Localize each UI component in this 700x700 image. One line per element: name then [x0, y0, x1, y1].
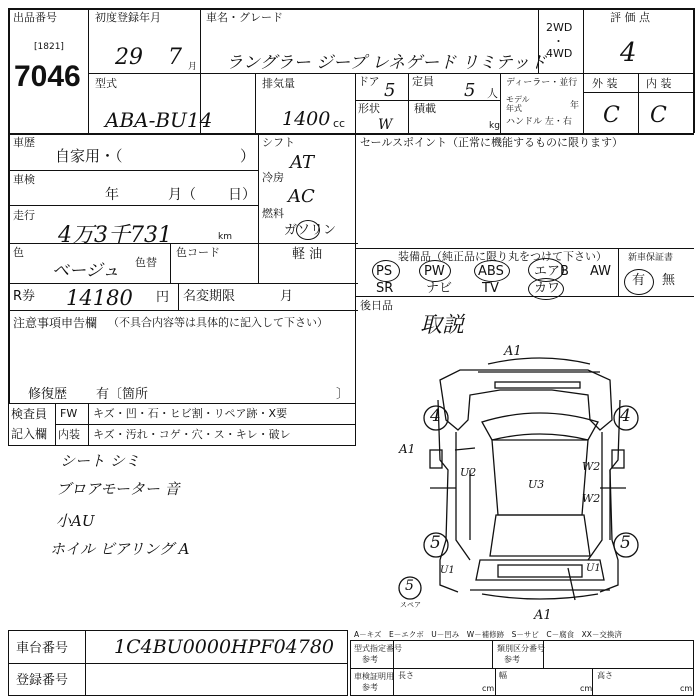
displacement-label: 排気量	[262, 77, 295, 90]
load-unit: kg	[489, 121, 500, 131]
fuel-light-oil: 軽 油	[292, 247, 323, 262]
equip-abs: ABS	[478, 264, 504, 279]
exterior-value: C	[603, 103, 620, 128]
notes-label: 注意事項申告欄	[13, 316, 98, 330]
diagram-mark-front: A1	[504, 344, 522, 359]
inspection-month: 月（	[168, 187, 196, 203]
fuel-gas: ガソリン	[284, 223, 337, 238]
history-value: 自家用・（	[55, 147, 123, 165]
color-change-label: 色替	[135, 256, 157, 269]
score-value: 4	[620, 38, 637, 68]
color-label: 色	[13, 246, 24, 259]
mileage-label: 走行	[13, 209, 35, 222]
diagram-mark-spare: 5	[405, 578, 414, 594]
recycle-label: R券	[13, 289, 36, 304]
inspector-label-2: 記入欄	[11, 427, 48, 441]
equip-pw: PW	[424, 264, 445, 279]
handle-label: ハンドル 左・右	[506, 117, 572, 127]
type-ref: 参考	[362, 655, 378, 664]
first-reg-month-unit: 月	[188, 62, 198, 72]
drive-4wd: 4WD	[546, 47, 573, 60]
lot-number: 7046	[14, 60, 81, 93]
dealer-label: ディーラー・並行	[506, 78, 578, 88]
diagram-mark-roof: U3	[528, 478, 545, 491]
inspector-note-3: 小AU	[56, 512, 95, 530]
inspector-note-1: シート シミ	[60, 452, 140, 470]
history-label: 車歴	[13, 136, 35, 149]
warranty-yes-circle	[624, 269, 654, 295]
recycle-value: 14180	[66, 286, 133, 310]
shift-value: AT	[290, 152, 315, 173]
reg-label: 登録番号	[16, 673, 69, 688]
height-label: 高さ	[597, 671, 613, 680]
fuel-gas-circle	[296, 220, 320, 240]
color-code-label: 色コード	[176, 246, 220, 259]
model-label: 型式	[95, 77, 117, 90]
equip-aw: AW	[590, 264, 612, 279]
diagram-mark-right-door-2: W2	[582, 492, 601, 505]
cert-ref: 参考	[362, 683, 378, 692]
damage-legend: A－キズ E－エクボ U－凹み W－補修跡 S－サビ C－腐食 XX－交換済	[354, 630, 622, 639]
after-value: 取説	[420, 313, 465, 338]
sales-label: セールスポイント（正常に機能するものに限ります）	[360, 136, 624, 149]
chassis-value: 1C4BU0000HPF04780	[114, 636, 335, 658]
diagram-mark-rr-wheel: 5	[620, 533, 631, 553]
car-name: ラングラー ジープ レネゲード リミテッド	[226, 53, 547, 73]
equip-ps-circle	[372, 260, 400, 282]
inspector-note-2: ブロアモーター 音	[56, 480, 180, 498]
model-year-unit: 年	[570, 101, 580, 111]
drive-2wd: 2WD	[546, 21, 573, 34]
first-reg-label: 初度登録年月	[95, 11, 161, 24]
equip-navi: ナビ	[426, 281, 453, 296]
int-text: キズ・汚れ・コゲ・穴・ス・キレ・破レ	[93, 428, 291, 441]
diagram-mark-right-door-1: W2	[582, 460, 601, 473]
notes-hint: （不具合内容等は具体的に記入して下さい）	[108, 316, 328, 329]
lot-sub: [1821]	[34, 42, 64, 52]
equip-abs-circle	[474, 260, 510, 282]
equip-tv: TV	[482, 281, 499, 296]
chassis-label: 車台番号	[16, 641, 69, 656]
equip-ps: PS	[376, 264, 393, 279]
inspection-year: 年	[105, 187, 119, 203]
type-label: 型式指定番号	[354, 644, 402, 653]
spare-label: スペア	[400, 601, 421, 609]
capacity-value: 5	[464, 80, 476, 101]
class-label: 類別区分番号	[497, 644, 545, 653]
shape-label: 形状	[358, 102, 380, 115]
diagram-mark-rear: A1	[534, 608, 552, 623]
doors-value: 5	[384, 80, 396, 101]
equip-sr: SR	[376, 281, 394, 296]
height-unit: cm	[680, 684, 693, 693]
inspection-day: 日）	[228, 187, 256, 203]
diagram-mark-rl-wheel: 5	[430, 533, 441, 553]
diagram-mark-fr-wheel: 4	[620, 406, 631, 426]
warranty-no: 無	[662, 273, 676, 288]
interior-value: C	[650, 103, 667, 128]
repair-label: 修復歴	[28, 387, 68, 402]
shape-value: W	[378, 117, 393, 133]
score-label: 評 価 点	[610, 11, 650, 24]
history-close: ）	[240, 147, 256, 165]
inspection-label: 車検	[13, 173, 35, 186]
int-label: 内装	[58, 428, 80, 441]
diagram-mark-rear-right: U1	[586, 563, 601, 574]
equip-airbag: エアB	[534, 264, 569, 279]
warranty-label: 新車保証書	[628, 253, 674, 263]
displacement-unit: cc	[333, 117, 346, 130]
deadline-month: 月	[280, 289, 294, 304]
diagram-mark-rear-left: U1	[440, 565, 455, 576]
recycle-unit: 円	[156, 290, 170, 305]
displacement-value: 1400	[282, 108, 331, 130]
equipment-row-2	[362, 281, 622, 297]
diagram-mark-fl-wheel: 4	[430, 406, 441, 426]
repair-close: 〕	[336, 387, 350, 402]
outer-frame-top	[8, 8, 694, 10]
doors-label: ドア	[358, 75, 380, 88]
fw-text: キズ・凹・石・ヒビ割・リペア跡・X要	[93, 407, 288, 420]
inspector-note-4: ホイル ビアリング A	[50, 540, 190, 558]
shift-label: シフト	[262, 136, 295, 149]
fw-label: FW	[60, 407, 78, 420]
mileage-unit: km	[218, 232, 232, 242]
mileage-value: 4万3千731	[58, 223, 172, 248]
class-ref: 参考	[504, 655, 520, 664]
model-year-label: モデル年式	[506, 95, 530, 113]
drive-dot: ・	[553, 35, 564, 48]
exterior-label: 外 装	[592, 77, 618, 90]
repair-value: 有〔箇所	[96, 387, 149, 402]
ac-label: 冷房	[262, 171, 284, 184]
diagram-mark-left-door: U2	[460, 466, 477, 479]
capacity-unit: 人	[487, 87, 498, 100]
outer-frame-right	[693, 8, 695, 133]
equip-leather: カワ	[534, 281, 561, 296]
color-value: ベージュ	[52, 261, 120, 281]
equipment-label: 装備品（純正品に限り丸をつけて下さい）	[398, 250, 607, 263]
first-reg-year: 29	[115, 45, 143, 70]
deadline-label: 名変期限	[183, 289, 236, 304]
interior-label: 内 装	[646, 77, 672, 90]
diagram-mark-left-fender: A1	[399, 442, 416, 456]
car-name-label: 車名・グレード	[206, 11, 283, 24]
first-reg-month: 7	[168, 45, 182, 70]
cert-label: 車検証明用	[354, 672, 394, 681]
length-unit: cm	[482, 684, 495, 693]
fuel-label: 燃料	[262, 207, 284, 220]
warranty-yes: 有	[632, 273, 646, 288]
equip-leather-circle	[528, 278, 564, 300]
model-code: ABA-BU14	[105, 108, 213, 132]
ac-value: AC	[288, 186, 315, 207]
capacity-label: 定員	[412, 75, 434, 88]
equip-pw-circle	[419, 260, 451, 282]
width-label: 幅	[499, 671, 507, 680]
length-label: 長さ	[398, 671, 414, 680]
after-label: 後日品	[360, 299, 393, 312]
lot-label: 出品番号	[13, 11, 57, 24]
inspector-label-1: 検査員	[11, 407, 48, 421]
load-label: 積載	[414, 102, 436, 115]
width-unit: cm	[580, 684, 593, 693]
